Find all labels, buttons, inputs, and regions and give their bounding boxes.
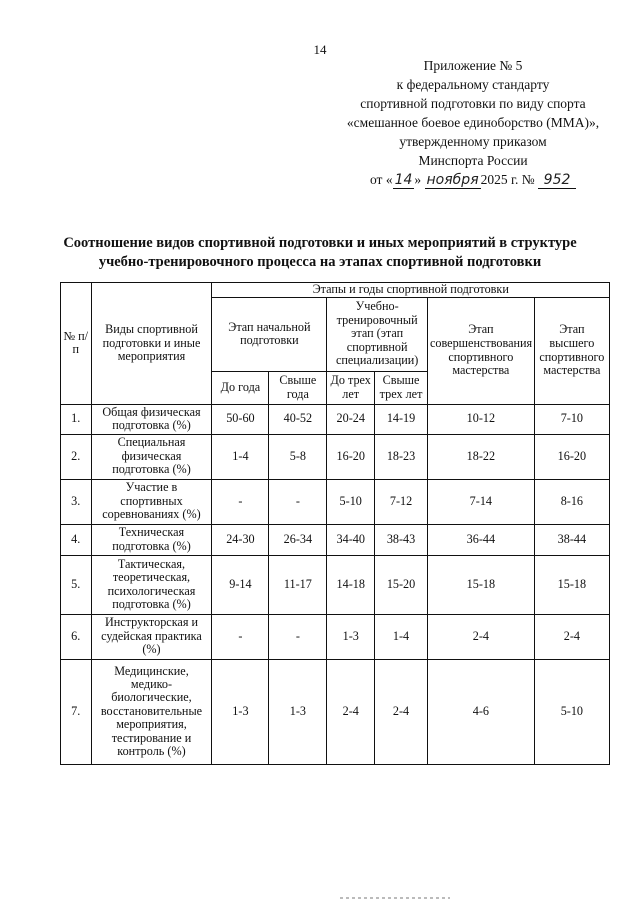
order-number-handwritten: 952 <box>538 173 576 189</box>
cell-value: - <box>212 479 269 524</box>
cell-value: 15-20 <box>375 555 428 614</box>
order-day-handwritten: 14 <box>394 172 413 188</box>
appendix-title: Приложение № 5 <box>423 58 523 73</box>
cell-value: 18-23 <box>375 434 428 479</box>
header-up-to-year: До года <box>212 371 269 404</box>
cell-value: 1-4 <box>375 614 428 659</box>
scan-artifact <box>340 897 450 899</box>
row-number: 3. <box>61 479 92 524</box>
appendix-line: «смешанное боевое единоборство (ММА)», <box>346 115 600 130</box>
cell-value: 2-4 <box>534 614 609 659</box>
title-line: учебно-тренировочного процесса на этапах спортивной подготовки <box>98 254 542 270</box>
row-number: 1. <box>61 404 92 434</box>
row-activity: Участие в спортивных соревнованиях (%) <box>91 479 212 524</box>
cell-value: 14-18 <box>327 555 375 614</box>
header-stages: Этапы и годы спортивной подготовки <box>212 283 610 298</box>
cell-value: 15-18 <box>427 555 534 614</box>
header-initial-stage: Этап начальной подготовки <box>212 297 327 371</box>
cell-value: 18-22 <box>427 434 534 479</box>
cell-value: 36-44 <box>427 524 534 555</box>
cell-value: 15-18 <box>534 555 609 614</box>
row-activity: Специальная физическая подготовка (%) <box>91 434 212 479</box>
cell-value: 5-10 <box>534 659 609 764</box>
table-row <box>61 479 610 524</box>
cell-value: - <box>212 614 269 659</box>
row-number: 5. <box>61 555 92 614</box>
cell-value: 7-14 <box>427 479 534 524</box>
cell-value: 50-60 <box>212 404 269 434</box>
appendix-line: утвержденному приказом <box>399 134 547 149</box>
cell-value: 16-20 <box>534 434 609 479</box>
cell-value: 7-10 <box>534 404 609 434</box>
table-row <box>61 524 610 555</box>
cell-value: 7-12 <box>375 479 428 524</box>
cell-value: 11-17 <box>269 555 327 614</box>
order-month-handwritten: ноября <box>426 172 479 188</box>
table-row <box>61 614 610 659</box>
cell-value: 26-34 <box>269 524 327 555</box>
header-improvement-stage: Этап совершенствования спортивного мастерства <box>427 297 534 404</box>
row-activity: Тактическая, теоретическая, психологическая подготовка (%) <box>91 555 212 614</box>
cell-value: 5-10 <box>327 479 375 524</box>
cell-value: - <box>269 614 327 659</box>
cell-value: 8-16 <box>534 479 609 524</box>
row-activity: Медицинские, медико-биологические, восстановительные мероприятия, тестирование и контроль (%) <box>91 659 212 764</box>
appendix-line: спортивной подготовки по виду спорта <box>360 96 586 111</box>
order-date-mid: » <box>414 172 422 187</box>
header-up-to-three-years: До трех лет <box>327 371 375 404</box>
cell-value: 1-4 <box>212 434 269 479</box>
table-row <box>61 555 610 614</box>
cell-value: 24-30 <box>212 524 269 555</box>
row-number: 7. <box>61 659 92 764</box>
cell-value: 2-4 <box>327 659 375 764</box>
document-title <box>40 234 600 272</box>
table-row <box>61 404 610 434</box>
cell-value: 38-43 <box>375 524 428 555</box>
cell-value: 10-12 <box>427 404 534 434</box>
order-date-line <box>330 170 616 189</box>
cell-value: 4-6 <box>427 659 534 764</box>
cell-value: 2-4 <box>375 659 428 764</box>
cell-value: 1-3 <box>212 659 269 764</box>
row-number: 4. <box>61 524 92 555</box>
order-year: 2025 г. № <box>480 172 535 187</box>
cell-value: 2-4 <box>427 614 534 659</box>
cell-value: 20-24 <box>327 404 375 434</box>
title-line: Соотношение видов спортивной подготовки и иных мероприятий в структуре <box>63 235 577 251</box>
page-number: 14 <box>313 42 327 57</box>
training-ratio-table <box>60 282 610 765</box>
row-activity: Общая физическая подготовка (%) <box>91 404 212 434</box>
table-row <box>61 659 610 764</box>
header-higher-stage: Этап высшего спортивного мастерства <box>534 297 609 404</box>
appendix-block <box>330 56 616 189</box>
cell-value: 40-52 <box>269 404 327 434</box>
table-row <box>61 434 610 479</box>
header-over-year: Свыше года <box>269 371 327 404</box>
cell-value: 34-40 <box>327 524 375 555</box>
cell-value: 1-3 <box>269 659 327 764</box>
cell-value: 9-14 <box>212 555 269 614</box>
order-date-prefix: от « <box>369 172 393 187</box>
cell-value: 38-44 <box>534 524 609 555</box>
cell-value: - <box>269 479 327 524</box>
row-number: 6. <box>61 614 92 659</box>
cell-value: 16-20 <box>327 434 375 479</box>
header-training-stage: Учебно-тренировочный этап (этап спортивной специализации) <box>327 297 428 371</box>
cell-value: 14-19 <box>375 404 428 434</box>
cell-value: 1-3 <box>327 614 375 659</box>
row-number: 2. <box>61 434 92 479</box>
row-activity: Техническая подготовка (%) <box>91 524 212 555</box>
appendix-line: Минспорта России <box>418 153 528 168</box>
header-num: № п/п <box>61 283 92 405</box>
appendix-line: к федеральному стандарту <box>396 77 550 92</box>
header-over-three-years: Свыше трех лет <box>375 371 428 404</box>
header-kind: Виды спортивной подготовки и иные мероприятия <box>91 283 212 405</box>
cell-value: 5-8 <box>269 434 327 479</box>
row-activity: Инструкторская и судейская практика (%) <box>91 614 212 659</box>
